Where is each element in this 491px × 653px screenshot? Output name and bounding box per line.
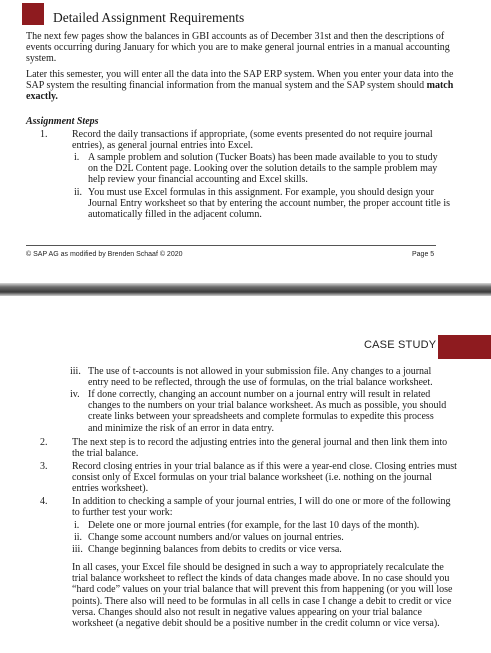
footer-copyright: © SAP AG as modified by Brenden Schaaf © 2020	[26, 251, 183, 258]
step-number: 3.	[40, 461, 48, 472]
closing-paragraph: In all cases, your Excel file should be designed in such a way to appropriately recalculate the trial balance worksheet to reflect the kinds of data changes made above. In no case should you “hard code” values on your trial balance that will prevent this from happening (or you will lose points). There also will need to be formulas in all cells in case I change a debit to credit or vice versa. Changes should also not result in negative values appearing on your trial balance worksheet (a negative debit should be a positive number in the credit column or vice versa).	[72, 562, 453, 630]
section-heading: Detailed Assignment Requirements	[53, 10, 245, 25]
test-item-number: iii.	[72, 544, 83, 555]
substep-number: iii.	[70, 366, 81, 377]
step-text: The next step is to record the adjusting entries into the general journal and then link them into the trial balance.	[72, 437, 448, 460]
test-item-text: Change some account numbers and/or values on journal entries.	[88, 532, 344, 543]
sap-paragraph	[26, 69, 458, 103]
test-item-number: i.	[74, 520, 80, 531]
page-separator	[0, 283, 491, 296]
substep-text: If done correctly, changing an account number on a journal entry will result in related changes to the numbers on your trial balance worksheet. As much as possible, you should create links between your spreadsheets and complete formulas to expedite this process and minimize the risk of an error in data entry.	[88, 389, 447, 434]
test-item-text: Delete one or more journal entries (for example, for the last 10 days of the month).	[88, 520, 420, 531]
test-item-text: Change beginning balances from debits to credits or vice versa.	[88, 544, 342, 555]
step-number: 4.	[40, 496, 48, 507]
step-text: In addition to checking a sample of your journal entries, I will do one or more of the following to further test your work:	[72, 496, 451, 519]
heading-marker	[22, 3, 44, 25]
substep-text: The use of t-accounts is not allowed in your submission file. Any changes to a journal entry need to be reflected, through the use of formulas, on the trial balance worksheet.	[88, 366, 433, 389]
case-study-marker	[438, 335, 491, 359]
substep-text: A sample problem and solution (Tucker Boats) has been made available to you to study on the D2L Content page. Looking over the solution details to the sample problem may help review your financial accounting and Excel skills.	[88, 152, 438, 186]
substep-text: You must use Excel formulas in this assignment. For example, you should design your Journal Entry worksheet so that by entering the account number, the proper account title is automatically filled in the adjacent column.	[88, 187, 450, 221]
document-page-2	[0, 296, 491, 653]
substep-number: ii.	[74, 187, 83, 198]
step-number: 2.	[40, 437, 48, 448]
case-study-label: CASE STUDY	[364, 339, 437, 351]
substep-number: i.	[74, 152, 80, 163]
step-number: 1.	[40, 129, 48, 140]
page-number: Page 5	[412, 251, 435, 258]
footer-divider	[26, 245, 436, 246]
document-page-1	[0, 0, 491, 283]
sap-paragraph-emphasis: match exactly.	[26, 80, 454, 103]
sap-paragraph-text: Later this semester, you will enter all the data into the SAP ERP system. When you enter your data into the SAP system the resulting financial information from the manual system and the SAP system should	[26, 69, 454, 92]
step-text: Record closing entries in your trial balance as if this were a year-end close. Closing entries must consist only of Excel formulas on your trial balance worksheet (i.e. nothing on the journal entries worksheet).	[72, 461, 457, 495]
intro-paragraph: The next few pages show the balances in GBI accounts as of December 31st and then the descriptions of events occurring during January for which you are to make general journal entries in a manual accounting system.	[26, 31, 450, 65]
step-text: Record the daily transactions if appropriate, (some events presented do not require journal entries), as general journal entries into Excel.	[72, 129, 433, 152]
test-item-number: ii.	[74, 532, 83, 543]
substep-number: iv.	[70, 389, 80, 400]
assignment-steps-heading: Assignment Steps	[26, 116, 99, 127]
